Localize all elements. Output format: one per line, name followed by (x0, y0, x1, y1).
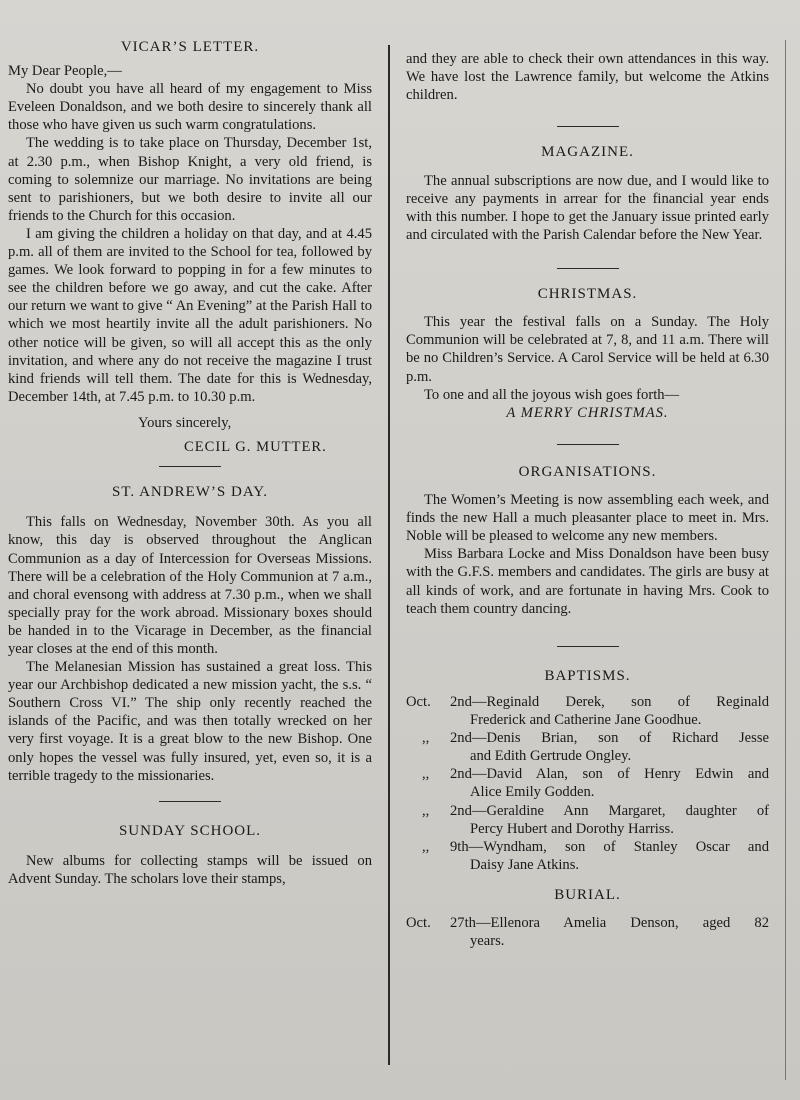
christmas-para-2: To one and all the joyous wish goes forth— (424, 386, 680, 403)
entry-first-line: 2nd—Geraldine Ann Margaret, daughter of (450, 802, 769, 819)
sunday-school-para-1: New albums for collecting stamps will be issued on Advent Sunday. The scholars love their stamps, (8, 853, 372, 888)
vicars-letter-para-1: No doubt you have all heard of my engagement to Miss Eveleen Donaldson, and we both desire to sincerely thank all those who have given us such warm congratulations. (8, 81, 372, 134)
entry-continuation: Percy Hubert and Dorothy Harriss. (470, 820, 674, 837)
entry-prefix: ,, (422, 766, 430, 783)
st-andrews-day-heading: ST. ANDREW’S DAY. (112, 484, 268, 501)
organisations-heading: ORGANISATIONS. (518, 463, 657, 480)
entry-first-line: 9th—Wyndham, son of Stanley Oscar and (450, 838, 769, 855)
vicars-letter-para-2: The wedding is to take place on Thursday, December 1st, at 2.30 p.m., when Bishop Knight, a very old friend, is coming to solemnize our marriage. No invitations are being sent to parishioners, but we both desire to invite all our friends to the Church for this occasion. (8, 135, 372, 224)
entry-continuation: and Edith Gertrude Ongley. (470, 748, 632, 765)
burial-heading: BURIAL. (554, 886, 621, 903)
magazine-heading: MAGAZINE. (541, 144, 634, 161)
entry-prefix: Oct. (406, 915, 431, 932)
baptisms-heading: BAPTISMS. (544, 667, 631, 684)
entry-continuation: years. (470, 933, 505, 950)
entry-first-line: 27th—Ellenora Amelia Denson, aged 82 (450, 915, 769, 932)
st-andrews-para-1: This falls on Wednesday, November 30th. As you all know, this day is observed throughout the Anglican Communion as a day of Intercession for Overseas Missions. There will be a celebration of the Holy Communion at 7 a.m., and choral evensong with address at 7.30 p.m., when we shall specially pray for the work abroad. Missionary boxes should be handed in to the Vicarage in December, as the financial year closes at the end of this month. (8, 514, 372, 657)
sunday-school-continued: and they are able to check their own attendances in this way. We have lost the Lawrence family, but welcome the Atkins children. (406, 51, 769, 104)
list-item (406, 914, 769, 950)
entry-first-line: 2nd—David Alan, son of Henry Edwin and (450, 766, 769, 783)
section-separator (159, 466, 221, 467)
list-item (406, 693, 769, 729)
entry-continuation: Alice Emily Godden. (470, 784, 595, 801)
section-separator (557, 268, 619, 269)
column-divider (388, 45, 390, 1065)
entry-prefix: ,, (422, 838, 430, 855)
section-separator (557, 444, 619, 445)
organisations-para-2: Miss Barbara Locke and Miss Donaldson have been busy with the G.F.S. members and candidates. The girls are busy at all kinds of work, and are fortunate in having Mrs. Cook to teach them country dancing. (406, 546, 769, 617)
vicars-letter-closing: Yours sincerely, (138, 414, 232, 431)
left-column (8, 38, 372, 888)
vicars-letter-salutation: My Dear People,— (8, 63, 122, 80)
christmas-para-1: This year the festival falls on a Sunday. The Holy Communion will be celebrated at 7, 8, and 11 a.m. There will be no Children’s Service. A Carol Service will be held at 6.30 p.m. (406, 314, 769, 385)
section-separator (159, 801, 221, 802)
entry-prefix: ,, (422, 730, 430, 747)
vicars-letter-signature: CECIL G. MUTTER. (184, 438, 327, 455)
section-separator (557, 646, 619, 647)
right-column (406, 50, 769, 950)
entry-prefix: Oct. (406, 694, 431, 710)
baptisms-list (406, 693, 769, 874)
organisations-para-1: The Women’s Meeting is now assembling each week, and finds the new Hall a much pleasanter place to meet in. Mrs. Noble will be pleased to welcome any new members. (406, 492, 769, 545)
entry-continuation: Frederick and Catherine Jane Goodhue. (470, 712, 702, 729)
magazine-para-1: The annual subscriptions are now due, and I would like to receive any payments in arrear for the financial year ends with this number. I hope to get the January issue printed early and circulated with the Parish Calendar before the New Year. (406, 172, 769, 243)
entry-continuation: Daisy Jane Atkins. (470, 856, 580, 873)
list-item (406, 802, 769, 838)
st-andrews-para-2: The Melanesian Mission has sustained a great loss. This year our Archbishop dedicated a new mission yacht, the s.s. “ Southern Cross VI.” The ship only recently reached the islands of the Pacific, and was then totally wrecked on her very first voyage. It is a great blow to the new Bishop. One only hopes the vessel was fully insured, yet, even so, it is a terrible tragedy to the missionaries. (8, 659, 372, 784)
entry-prefix: ,, (422, 802, 430, 819)
list-item (406, 765, 769, 801)
burial-list (406, 914, 769, 950)
entry-first-line: 2nd—Denis Brian, son of Richard Jesse (450, 730, 769, 747)
list-item (406, 838, 769, 874)
christmas-greeting: A MERRY CHRISTMAS. (506, 404, 669, 421)
page-edge-line (785, 40, 786, 1080)
vicars-letter-heading: VICAR’S LETTER. (120, 39, 260, 55)
entry-first-line: 2nd—Reginald Derek, son of Reginald (450, 694, 769, 710)
list-item (406, 729, 769, 765)
christmas-heading: CHRISTMAS. (537, 286, 638, 303)
vicars-letter-para-3: I am giving the children a holiday on that day, and at 4.45 p.m. all of them are invited to the School for tea, followed by games. We look forward to popping in for a few minutes to see the children before we go away, and cut the cake. After our return we want to give “ An Evening” at the Parish Hall to which we most heartily invite all the adult parishioners. No other notice will be given, so will all accept this as the only invitation, and where any do not receive the magazine I trust kind friends will tell them. The date for this is Wednesday, December 14th, at 7.45 p.m. to 10.30 p.m. (8, 225, 372, 405)
sunday-school-heading: SUNDAY SCHOOL. (118, 822, 262, 839)
section-separator (557, 126, 619, 127)
